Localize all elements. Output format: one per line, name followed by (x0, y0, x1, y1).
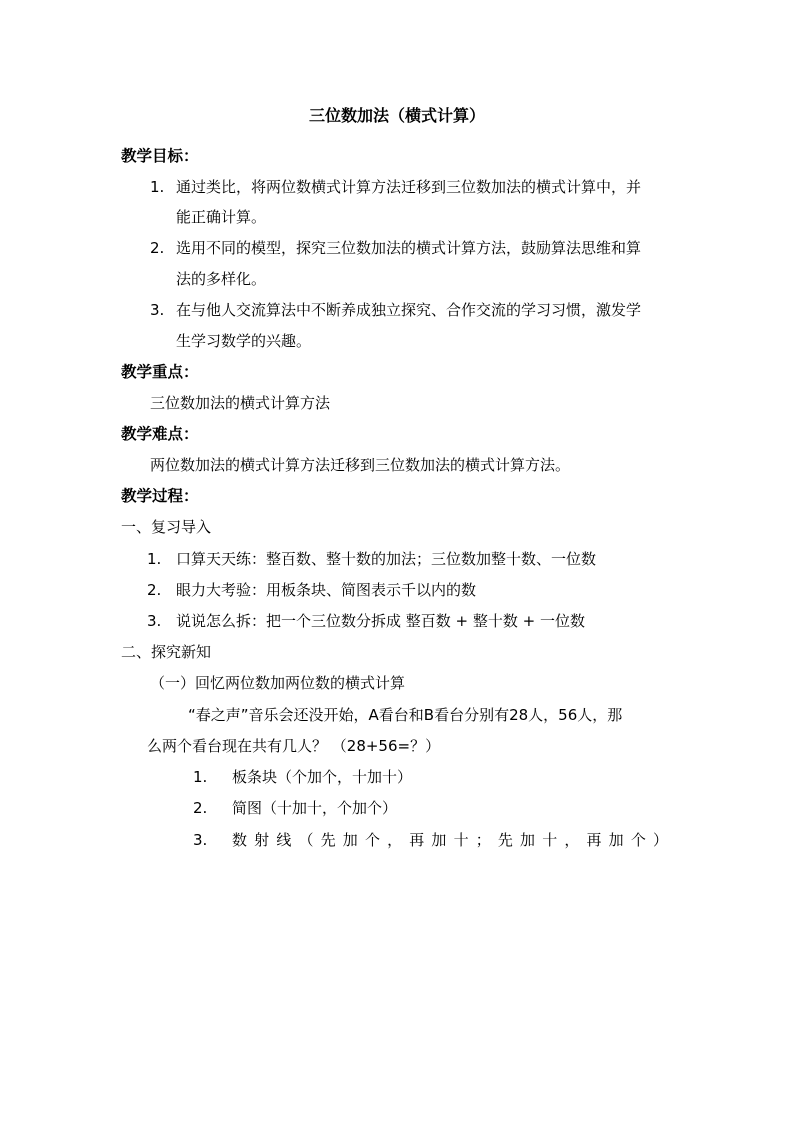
method-3-char: 再 (409, 831, 425, 849)
key-point-heading: 教学重点： (121, 363, 199, 381)
objective-item-1-line1: 通过类比，将两位数横式计算方法迁移到三位数加法的横式计算中，并 (176, 178, 642, 196)
objective-item-1-number: 1. (150, 178, 165, 196)
method-3-char: ； (475, 831, 491, 849)
page-title: 三位数加法（横式计算） (308, 106, 485, 125)
problem-text-line2: 么两个看台现在共有几人？ （28+56=？） (147, 737, 441, 755)
method-3-char: 十 (542, 831, 558, 849)
objective-item-3-line2: 生学习数学的兴趣。 (176, 332, 312, 350)
method-3-char: 十 (453, 831, 469, 849)
method-3-char: ， (387, 831, 403, 849)
method-3-char: 先 (320, 831, 336, 849)
difficulty-text: 两位数加法的横式计算方法迁移到三位数加法的横式计算方法。 (150, 456, 571, 474)
method-3-char: 射 (254, 831, 270, 849)
method-3-char: 加 (520, 831, 536, 849)
method-3-text (232, 830, 668, 850)
key-point-text: 三位数加法的横式计算方法 (150, 394, 331, 412)
objective-item-2-line1: 选用不同的模型，探究三位数加法的横式计算方法，鼓励算法思维和算 (176, 239, 642, 257)
method-3-char: ， (564, 831, 580, 849)
problem-text-line1: “春之声”音乐会还没开始，A看台和B看台分别有28人，56人，那 (188, 706, 623, 724)
method-2-number: 2. (193, 799, 208, 817)
objective-item-1-line2: 能正确计算。 (176, 208, 267, 226)
method-3-char: 线 (276, 831, 292, 849)
objectives-heading: 教学目标： (121, 147, 199, 165)
method-3-char: （ (298, 831, 314, 849)
subsection-1-title: （一）回忆两位数加两位数的横式计算 (150, 674, 406, 692)
method-2-text: 简图（十加十，个加个） (232, 799, 398, 817)
method-1-number: 1. (193, 768, 208, 786)
method-1-text: 板条块（个加个，十加十） (232, 768, 413, 786)
method-3-char: 再 (586, 831, 602, 849)
difficulty-heading: 教学难点： (121, 425, 199, 443)
method-3-char: ） (652, 831, 668, 849)
review-item-3-text: 说说怎么拆：把一个三位数分拆成 整百数 + 整十数 + 一位数 (176, 612, 585, 630)
section2-title: 二、探究新知 (121, 643, 212, 661)
review-item-2-text: 眼力大考验：用板条块、简图表示千以内的数 (176, 581, 477, 599)
method-3-char: 加 (431, 831, 447, 849)
method-3-char: 个 (630, 831, 646, 849)
review-item-3-number: 3. (147, 612, 162, 630)
method-3-number: 3. (193, 831, 208, 849)
method-3-char: 加 (342, 831, 358, 849)
process-heading: 教学过程： (121, 487, 199, 505)
objective-item-3-number: 3. (150, 301, 165, 319)
method-3-char: 数 (232, 831, 248, 849)
objective-item-2-number: 2. (150, 239, 165, 257)
objective-item-2-line2: 法的多样化。 (176, 270, 267, 288)
objective-item-3-line1: 在与他人交流算法中不断养成独立探究、合作交流的学习习惯，激发学 (176, 301, 642, 319)
section1-title: 一、复习导入 (121, 518, 212, 536)
review-item-1-text: 口算天天练：整百数、整十数的加法；三位数加整十数、一位数 (176, 550, 597, 568)
method-3-char: 先 (497, 831, 513, 849)
method-3-char: 个 (364, 831, 380, 849)
review-item-1-number: 1. (147, 550, 162, 568)
method-3-char: 加 (608, 831, 624, 849)
review-item-2-number: 2. (147, 581, 162, 599)
